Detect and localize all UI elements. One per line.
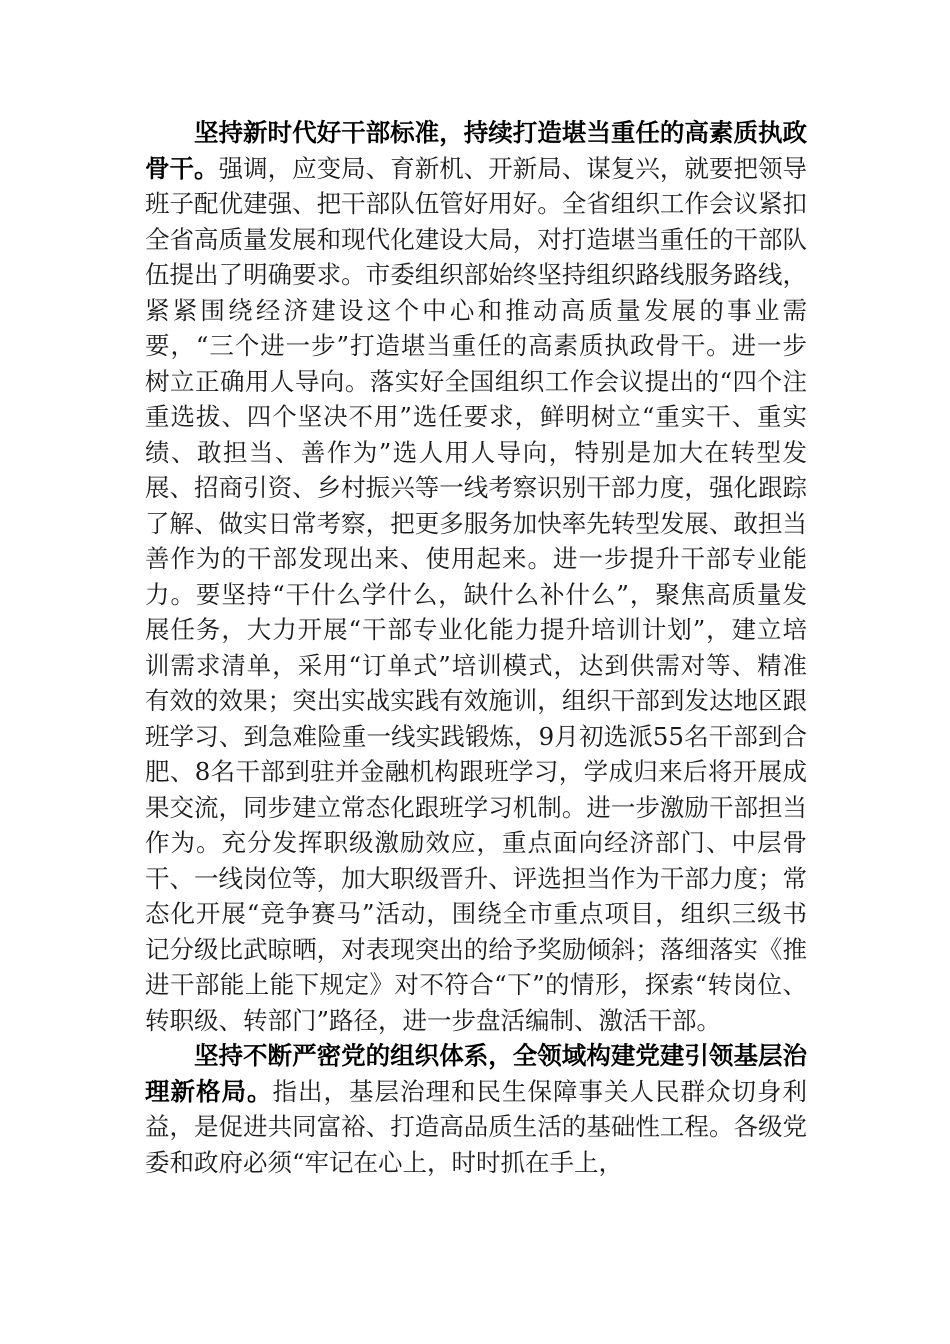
paragraph-1-body: 强调，应变局、育新机、开新局、谋复兴，就要把领导班子配优建强、把干部队伍管好用好。全省组织工作会议紧扣全省高质量发展和现代化建设大局，对打造堪当重任的干部队伍提出了明确要求。市委组织部始终坚持组织路线服务路线，紧紧围绕经济建设这个中心和推动高质量发展的事业需要，“三个进一步”打造堪当重任的高素质执政骨干。进一步树立正确用人导向。落实好全国组织工作会议提出的“四个注重选拔、四个坚决不用”选任要求，鲜明树立“重实干、重实绩、敢担当、善作为”选人用人导向，特别是加大在转型发展、招商引资、乡村振兴等一线考察识别干部力度，强化跟踪了解、做实日常考察，把更多服务加快率先转型发展、敢担当善作为的干部发现出来、使用起来。进一步提升干部专业能力。要坚持“干什么学什么，缺什么补什么”，聚焦高质量发展任务，大力开展“干部专业化能力提升培训计划”，建立培训需求清单，采用“订单式”培训模式，达到供需对等、精准有效的效果；突出实战实践有效施训，组织干部到发达地区跟班学习、到急难险重一线实践锻炼，9月初选派55名干部到合肥、8名干部到驻并金融机构跟班学习，学成归来后将开展成果交流，同步建立常态化跟班学习机制。进一步激励干部担当作为。充分发挥职级激励效应，重点面向经济部门、中层骨干、一线岗位等，加大职级晋升、评选担当作为干部力度；常态化开展“竞争赛马”活动，围绕全市重点项目，组织三级书记分级比武晾晒，对表现突出的给予奖励倾斜；落细落实《推进干部能上能下规定》对不符合“下”的情形，探索“转岗位、转职级、转部门”路径，进一步盘活编制、激活干部。	[145, 153, 808, 1035]
paragraph-1-lead: 坚持新时代好干部标准，持续打造堪当重任的高素质执政骨干。	[145, 118, 807, 183]
document-body	[145, 115, 807, 1180]
paragraph-2-lead: 坚持不断严密党的组织体系，全领域构建党建引领基层治理新格局。	[145, 1041, 807, 1106]
paragraph-1	[145, 115, 807, 1038]
paragraph-2-body: 指出，基层治理和民生保障事关人民群众切身利益，是促进共同富裕、打造高品质生活的基础性工程。各级党委和政府必须“牢记在心上，时时抓在手上，	[145, 1076, 807, 1177]
paragraph-2	[145, 1038, 807, 1180]
